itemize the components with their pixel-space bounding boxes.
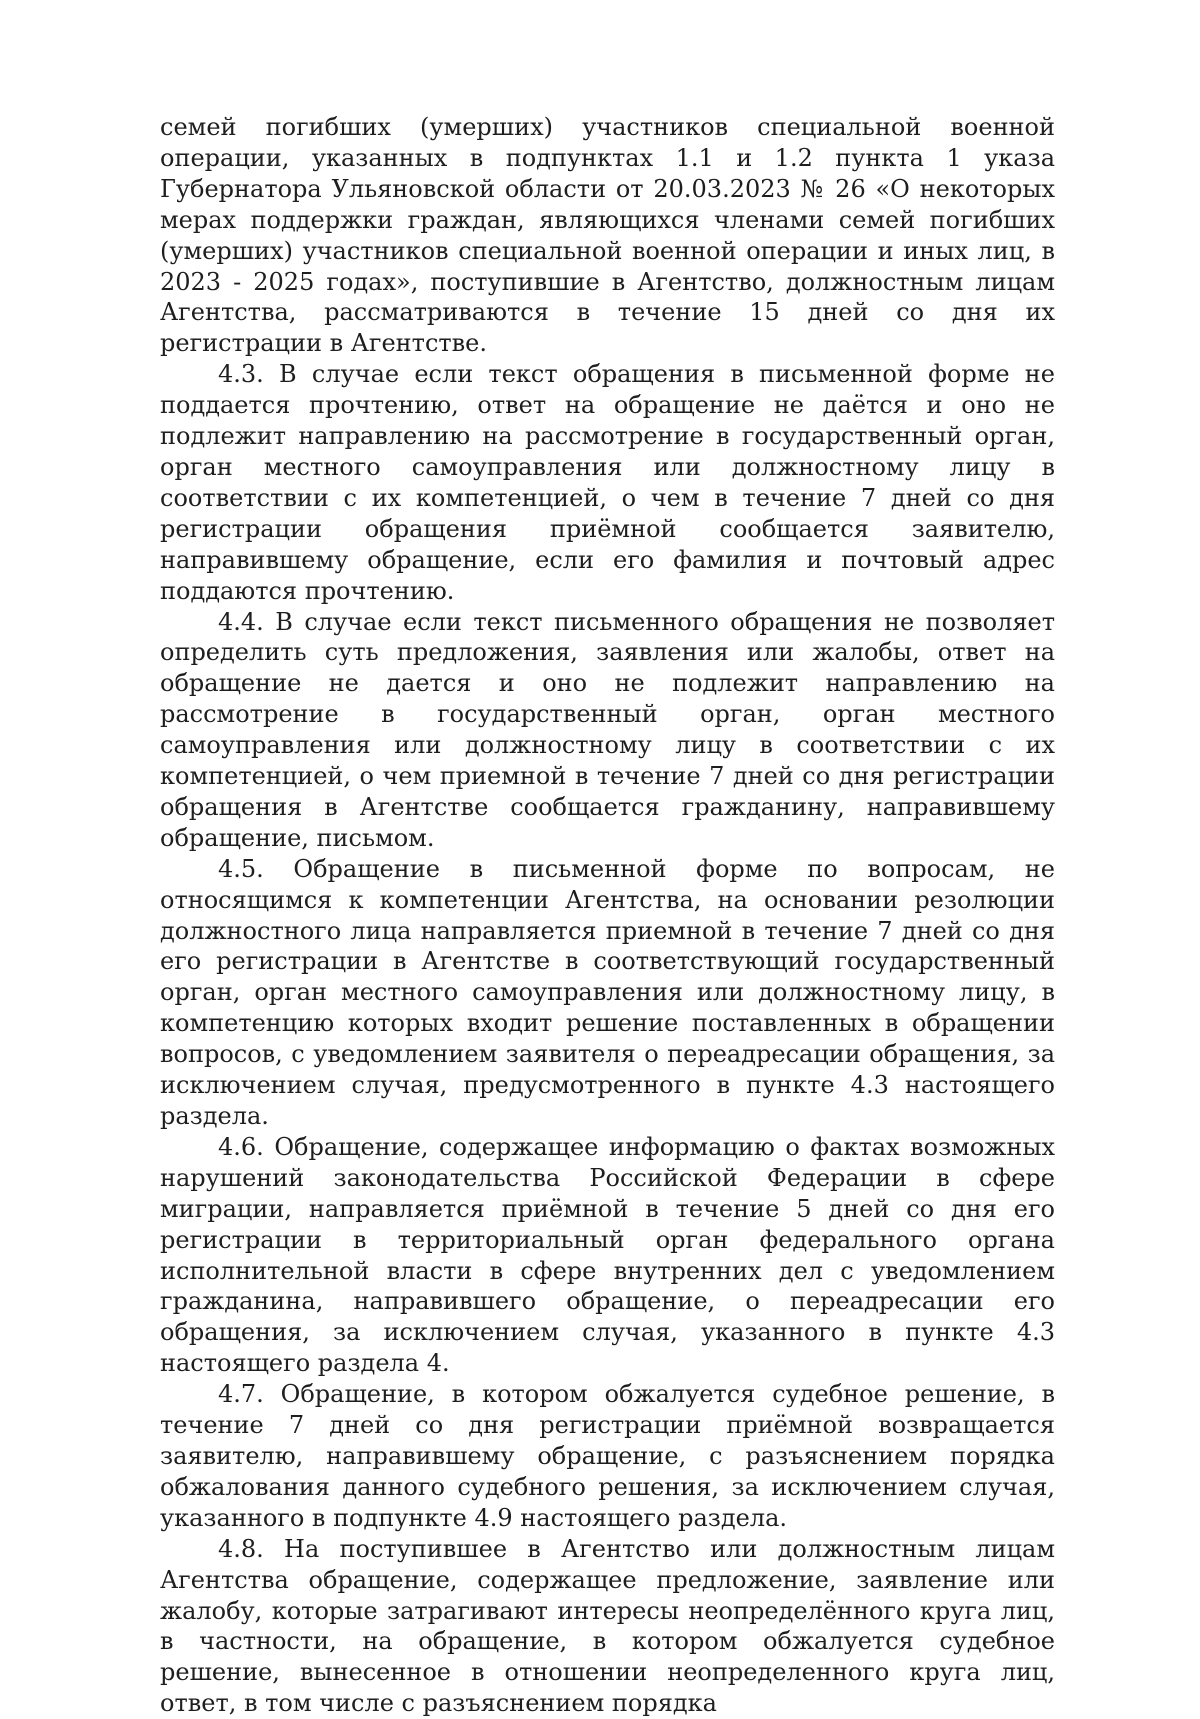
paragraph-4-5: 4.5. Обращение в письменной форме по вопросам, не относящимся к компетенции Агентства, на основании резолюции должностного лица направляется приемной в течение 7 дней со дня его регистрации в Агентстве в соответствующий государственный орган, орган местного самоуправления или должностному лицу, в компетенцию которых входит решение поставленных в обращении вопросов, с уведомлением заявителя о переадресации обращения, за исключением случая, предусмотренного в пункте 4.3 настоящего раздела.	[160, 854, 1055, 1130]
paragraph-4-4: 4.4. В случае если текст письменного обращения не позволяет определить суть предложения, заявления или жалобы, ответ на обращение не дается и оно не подлежит направлению на рассмотрение в государственный орган, орган местного самоуправления или должностному лицу в соответствии с их компетенцией, о чем приемной в течение 7 дней со дня регистрации обращения в Агентстве сообщается гражданину, направившему обращение, письмом.	[160, 607, 1055, 852]
paragraph-4-8: 4.8. На поступившее в Агентство или должностным лицам Агентства обращение, содержащее предложение, заявление или жалобу, которые затрагивают интересы неопределённого круга лиц, в частности, на обращение, в котором обжалуется судебное решение, вынесенное в отношении неопределенного круга лиц, ответ, в том числе с разъяснением порядка	[160, 1534, 1055, 1718]
paragraph-4-6: 4.6. Обращение, содержащее информацию о фактах возможных нарушений законодательства Российской Федерации в сфере миграции, направляется приёмной в течение 5 дней со дня его регистрации в территориальный орган федерального органа исполнительной власти в сфере внутренних дел с уведомлением гражданина, направившего обращение, о переадресации его обращения, за исключением случая, указанного в пункте 4.3 настоящего раздела 4.	[160, 1132, 1055, 1378]
paragraph-4-3: 4.3. В случае если текст обращения в письменной форме не поддается прочтению, ответ на обращение не даётся и оно не подлежит направлению на рассмотрение в государственный орган, орган местного самоуправления или должностному лицу в соответствии с их компетенцией, о чем в течение 7 дней со дня регистрации обращения приёмной сообщается заявителю, направившему обращение, если его фамилия и почтовый адрес поддаются прочтению.	[160, 360, 1055, 605]
document-body	[160, 112, 1055, 1719]
paragraph-continuation: семей погибших (умерших) участников специальной военной операции, указанных в подпунктах 1.1 и 1.2 пункта 1 указа Губернатора Ульяновской области от 20.03.2023 № 26 «О некоторых мерах поддержки граждан, являющихся членами семей погибших (умерших) участников специальной военной операции и иных лиц, в 2023 - 2025 годах», поступившие в Агентство, должностным лицам Агентства, рассматриваются в течение 15 дней со дня их регистрации в Агентстве.	[160, 113, 1055, 358]
paragraph-4-7: 4.7. Обращение, в котором обжалуется судебное решение, в течение 7 дней со дня регистрации приёмной возвращается заявителю, направившему обращение, с разъяснением порядка обжалования данного судебного решения, за исключением случая, указанного в подпункте 4.9 настоящего раздела.	[160, 1380, 1055, 1532]
